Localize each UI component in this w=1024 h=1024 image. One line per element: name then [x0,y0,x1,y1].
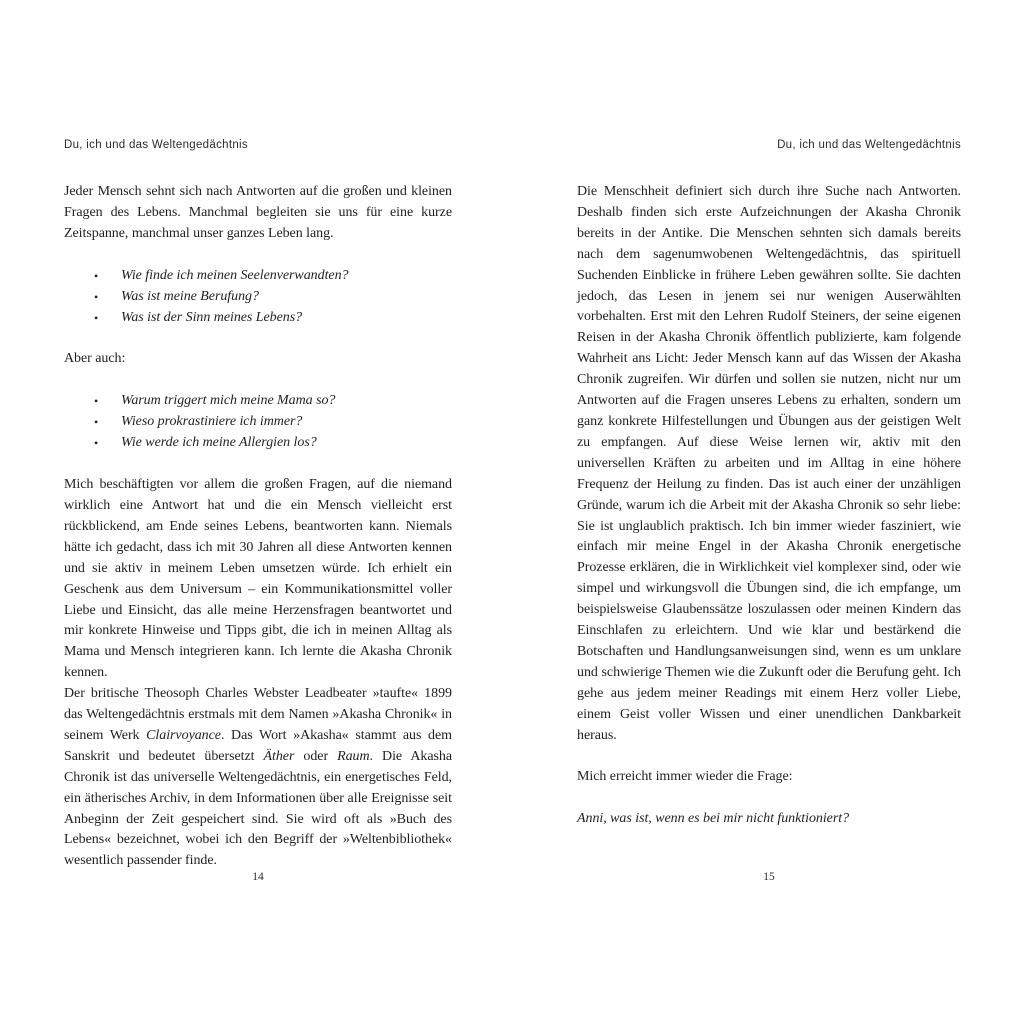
list-item [121,391,452,412]
list-item-text: Wieso prokrastiniere ich immer? [121,414,303,430]
page-left [64,139,453,883]
term-raum: Raum [337,748,370,764]
page-body-right [577,182,961,830]
paragraph-text: . Das Wort »Akasha« stammt aus dem Sanskrit und bedeutet übersetzt [64,727,452,764]
akasha-history-paragraph [64,684,452,872]
page-right [577,139,961,883]
list-item [121,266,452,287]
list-item [121,433,452,454]
list-item [121,308,452,329]
reader-question-line: Anni, was ist, wenn es bei mir nicht funktioniert? [577,811,850,827]
paragraph-text: . Die Akasha Chronik ist das universelle Weltengedächtnis, ein energetisches Feld, ein ätherisches Archiv, in dem Informationen über alle Ereignisse seit Anbeginn der Zeit gespeichert sind. Sie wird oft als »Buch des Lebens« bezeichnet, wobei ich den Begriff der »Weltenbibliothek« wesentlich passender finde. [64,748,453,869]
page-number-right: 15 [763,871,775,883]
running-header-right: Du, ich und das Weltengedächtnis [777,139,961,151]
list-item [121,412,452,433]
history-paragraph: Die Menschheit definiert sich durch ihre Suche nach Antworten. Deshalb finden sich erste Aufzeichnungen der Akasha Chronik bereits in der Antike. Die Menschen sehnten sich damals bereits nach dem sagenumwobenen Weltengedächtnis, das spirituell Suchenden Einblicke in frühere Leben gewähren sollte. Sie dachten jedoch, das Lesen in jenem sei nur wenigen Auserwählten vorbehalten. Erst mit den Lehren Rudolf Steiners, der seine eigenen Reisen in der Akasha Chronik öffentlich publizierte, kam folgende Wahrheit ans Licht: Jeder Mensch kann auf das Wissen der Akasha Chronik zugreifen. Wir dürfen und sollen sie nutzen, nicht nur um Antworten auf die Fragen unseres Lebens zu erhalten, sondern um ganz konkrete Hilfestellungen und Übungen aus der geistigen Welt zu empfangen. Auf diese Weise lernen wir, aktiv mit den universellen Kräften zu arbeiten und im Alltag in eine höhere Frequenz der Heilung zu finden. Das ist auch einer der unzähligen Gründe, warum ich die Arbeit mit der Akasha Chronik so sehr liebe: Sie ist unglaublich praktisch. Ich bin immer wieder fasziniert, wie einfach mir meine Engel in der Akasha Chronik energetische Prozesse erklären, die in Wirklichkeit viel komplexer sind, oder wie simpel und wirkungsvoll die Übungen sind, die ich empfange, um beispielsweise Glaubenssätze loszulassen oder meinen Kindern das Einschlafen zu erleichtern. Und wie klar und bestärkend die Botschaften und Handlungsanweisungen sind, wenn es um unklare und schwierige Themen wie die Zukunft oder die Berufung geht. Ich gehe aus jedem meiner Readings mit einem Herz voller Liebe, einem Geist voller Wissen und einer unendlichen Dankbarkeit heraus. [577,184,961,743]
paragraph-text: oder [294,748,338,764]
everyday-questions-list [64,391,452,454]
page-number-left: 14 [252,871,264,883]
list-item-text: Was ist der Sinn meines Lebens? [121,309,303,325]
page-body-left [64,182,452,872]
term-aether: Äther [263,748,295,764]
aber-auch-line: Aber auch: [64,351,126,367]
list-item-text: Wie werde ich meine Allergien los? [121,435,317,451]
list-item-text: Warum triggert mich meine Mama so? [121,393,336,409]
list-item-text: Wie finde ich meinen Seelenverwandten? [121,267,349,283]
list-item [121,287,452,308]
intro-paragraph: Jeder Mensch sehnt sich nach Antworten auf die großen und kleinen Fragen des Lebens. Manchmal begleiten sie uns für eine kurze Zeitspanne, manchmal unser ganzes Leben lang. [64,184,452,241]
paragraph-text: Der britische Theosoph Charles Webster Leadbeater »taufte« 1899 das Weltengedächtnis erstmals mit dem Namen »Akasha Chronik« in seinem Werk [64,686,452,743]
book-title-clairvoyance: Clairvoyance [146,727,221,743]
running-header-left: Du, ich und das Weltengedächtnis [64,139,248,151]
frage-intro-line: Mich erreicht immer wieder die Frage: [577,769,793,785]
list-item-text: Was ist meine Berufung? [121,288,259,304]
big-questions-list [64,266,452,329]
personal-story-paragraph: Mich beschäftigten vor allem die großen Fragen, auf die niemand wirklich eine Antwort hat und die ein Mensch vielleicht erst rückblickend, am Ende seines Lebens, beantworten kann. Niemals hätte ich gedacht, dass ich mit 30 Jahren all diese Antworten kennen und sie aktiv in meinem Leben umsetzen würde. Ich erhielt ein Geschenk aus dem Universum – ein Kommunikationsmittel voller Liebe und Einsicht, das alle meine Herzensfragen beantwortet und mir konkrete Hinweise und Tipps gibt, die ich in meinen Alltag als Mama und Mensch integrieren kann. Ich lernte die Akasha Chronik kennen. [64,477,452,681]
